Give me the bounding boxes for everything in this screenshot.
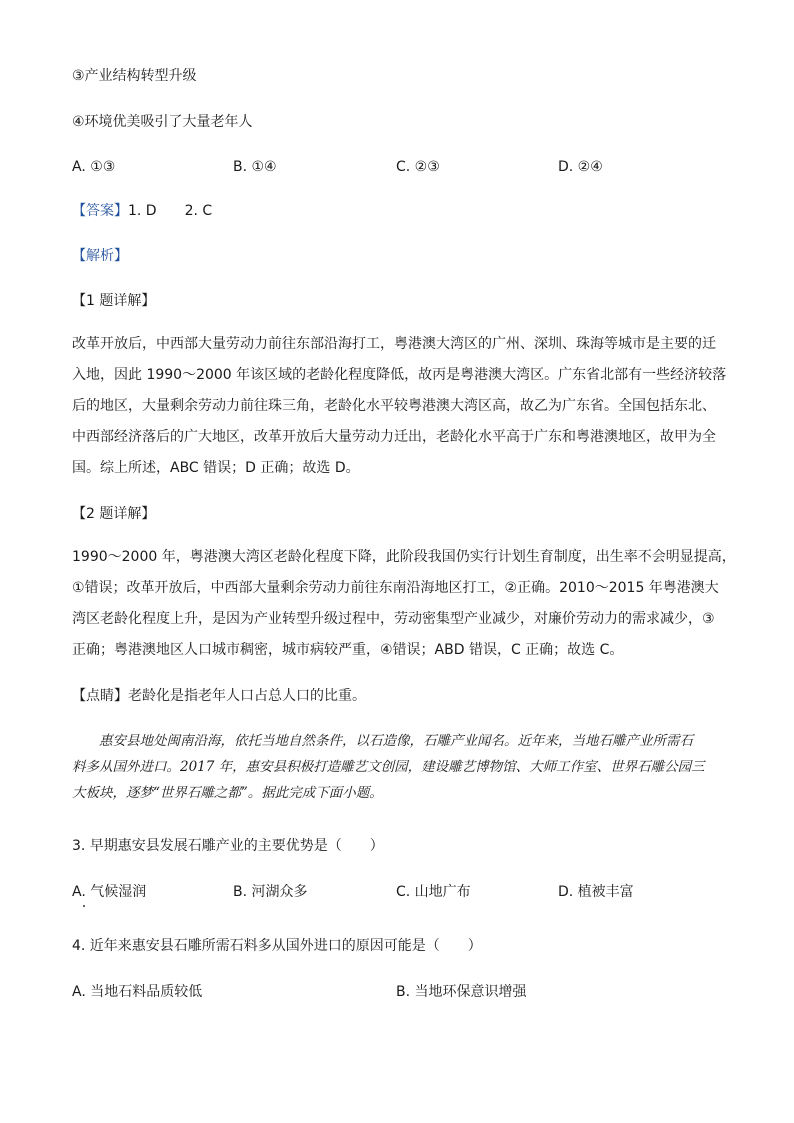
material-line: 大板块，逐梦“世界石雕之都”。据此完成下面小题。 bbox=[72, 785, 383, 801]
choice-b: B. ①④ bbox=[233, 159, 277, 175]
q2-heading: 【2 题详解】 bbox=[72, 506, 156, 522]
q1-line: 国。综上所述，ABC 错误；D 正确；故选 D。 bbox=[72, 460, 360, 476]
choice-a: A. ①③ bbox=[72, 159, 116, 175]
q3-choice-d: D. 植被丰富 bbox=[558, 884, 634, 900]
q2-line: 正确；粤港澳地区人口城市稠密，城市病较严重，④错误；ABD 错误，C 正确；故选 C。 bbox=[72, 642, 624, 658]
q1-line: 改革开放后，中西部大量劳动力前往东部沿海打工，粤港澳大湾区的广州、深圳、珠海等城市是主要的迁 bbox=[72, 336, 716, 352]
q3-choice-c: C. 山地广布 bbox=[396, 884, 471, 900]
q3-choice-a: A. 气候湿润 bbox=[72, 884, 147, 900]
q4-choice-b: B. 当地环保意识增强 bbox=[396, 984, 527, 1000]
q4-choice-a: A. 当地石料品质较低 bbox=[72, 984, 203, 1000]
previous-question-option-3: ③产业结构转型升级 bbox=[72, 68, 197, 84]
q4-stem: 4. 近年来惠安县石雕所需石料多从国外进口的原因可能是（ ） bbox=[72, 938, 482, 954]
material-line: 料多从国外进口。2017 年，惠安县积极打造雕艺文创园，建设雕艺博物馆、大师工作室、世界石雕公园三 bbox=[72, 759, 705, 775]
note-text: 老龄化是指老年人口占总人口的比重。 bbox=[128, 688, 366, 704]
analysis-label: 【解析】 bbox=[72, 248, 128, 264]
q1-line: 中西部经济落后的广大地区，改革开放后大量劳动力迁出，老龄化水平高于广东和粤港澳地区，故甲为全 bbox=[72, 429, 716, 445]
choice-d: D. ②④ bbox=[558, 159, 603, 175]
q2-explanation bbox=[72, 542, 736, 666]
answer-label: 【答案】 bbox=[72, 203, 128, 219]
note-label: 【点睛】 bbox=[72, 688, 128, 704]
q1-line: 后的地区，大量剩余劳动力前往珠三角，老龄化水平较粤港澳大湾区高，故乙为广东省。全国包括东北、 bbox=[72, 398, 716, 414]
q2-line: 1990～2000 年，粤港澳大湾区老龄化程度下降，此阶段我国仍实行计划生育制度，出生率不会明显提高， bbox=[72, 549, 736, 565]
answer-line bbox=[72, 201, 212, 221]
q3-stem: 3. 早期惠安县发展石雕产业的主要优势是（ ） bbox=[72, 838, 384, 854]
q2-line: ①错误；改革开放后，中西部大量剩余劳动力前往东南沿海地区打工，②正确。2010～2015 年粤港澳大 bbox=[72, 580, 719, 596]
q1-explanation bbox=[72, 329, 727, 484]
q3-choice-b: B. 河湖众多 bbox=[233, 884, 308, 900]
material-line: 惠安县地处闽南沿海，依托当地自然条件，以石造像，石雕产业闻名。近年来，当地石雕产业所需石 bbox=[72, 733, 693, 749]
previous-question-option-4: ④环境优美吸引了大量老年人 bbox=[72, 114, 253, 130]
answer-text: 1. D 2. C bbox=[128, 203, 213, 219]
choice-c: C. ②③ bbox=[396, 159, 440, 175]
stray-dot-mark bbox=[83, 905, 85, 907]
q2-line: 湾区老龄化程度上升，是因为产业转型升级过程中，劳动密集型产业减少，对廉价劳动力的需求减少，③ bbox=[72, 611, 715, 627]
q1-heading: 【1 题详解】 bbox=[72, 293, 156, 309]
q1-line: 入地，因此 1990～2000 年该区域的老龄化程度降低，故丙是粤港澳大湾区。广东省北部有一些经济较落 bbox=[72, 367, 727, 383]
material-passage bbox=[72, 728, 722, 806]
note-line bbox=[72, 686, 366, 706]
